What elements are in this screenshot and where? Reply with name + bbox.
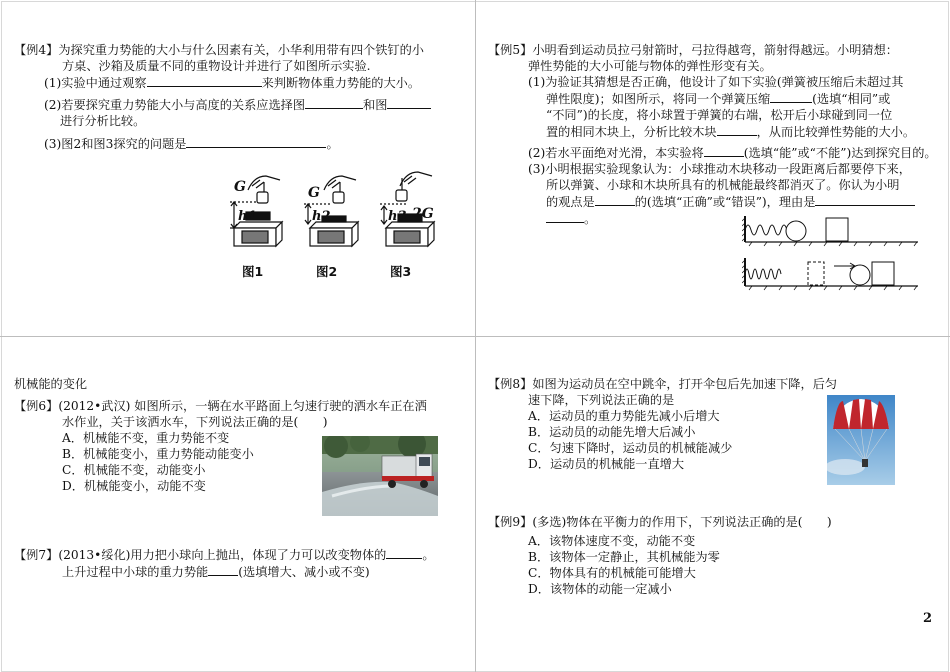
q4-part-1 [14,74,431,91]
fig2-caption: 图2 [316,264,338,279]
q5-line-1: 【例5】小明看到运动员拉弓射箭时，弓拉得越弯，箭射得越远。小明猜想： [488,43,898,57]
q5-part-1-line-3: “不同”)的长度，将小球置于弹簧的右端，松开后小球碰到同一位 [546,108,893,122]
q5-part-3-line-2: 所以弹簧、小球和木块所具有的机械能最终都消灭了。你认为小明 [546,178,900,192]
q4-answer-blank-1[interactable] [147,74,262,87]
q5-part-1-line-4 [488,123,937,140]
q9-option-b[interactable]: B．该物体一定静止，其机械能为零 [528,550,720,564]
q5-answer-blank-4[interactable] [595,193,635,206]
q4-part-1-text: (1)实验中通过观察 [44,76,147,90]
q4-answer-blank-4[interactable] [186,135,326,148]
q5-answer-blank-1[interactable] [770,90,812,103]
q5-part-3-mid: 的(选填“正确”或“错误”)，理由是 [634,195,816,209]
q4-part-2 [14,96,431,113]
parachute-photo [827,395,895,485]
q4-part-1-text-end: 来判断物体重力势能的大小。 [261,76,421,90]
q5-part-1-end: ，从而比较弹性势能的大小。 [756,125,916,139]
q8-line-1: 【例8】如图为运动员在空中跳伞，打开伞包后先加速下降，后匀 [488,377,838,391]
q7-answer-blank-2[interactable] [208,563,238,576]
q4-part-3 [14,135,431,152]
q4-part-3-text: (3)图2和图3探究的问题是 [44,137,187,151]
q4-answer-blank-2[interactable] [305,96,363,109]
q6-line-2: 水作业，关于该洒水车，下列说法正确的是( ) [62,415,328,429]
q5-part-3-text: 的观点是 [546,195,595,209]
q4-line-1: 【例4】为探究重力势能的大小与什么因素有关，小华利用带有四个铁钉的小 [14,43,424,57]
q6-option-c[interactable]: C．机械能不变，动能变小 [62,463,206,477]
q4-part-2-mid: 和图 [363,98,388,112]
q5-part-3-end: 。 [584,212,597,226]
q5-part-1-line-1: (1)为验证其猜想是否正确，他设计了如下实验(弹簧被压缩后未超过其 [528,75,904,89]
q5-part-1-option: (选填“相同”或 [812,92,891,106]
fig3-weight-label: 2G [412,206,434,222]
q8-option-b[interactable]: B．运动员的动能先增大后减小 [528,425,696,439]
q5-line-2: 弹性势能的大小可能与物体的弹性形变有关。 [528,59,772,73]
q5-answer-blank-5[interactable] [815,193,915,206]
fig1-height-label: h1 [238,209,257,224]
q6-line-1: 【例6】(2012•武汉) 如图所示，一辆在水平路面上匀速行驶的洒水车正在洒 [14,399,427,413]
q4-experiment-figure [220,168,450,286]
q5-part-1-text-2: 置的相同木块上，分析比较木块 [546,125,717,139]
q9-line-1: 【例9】(多选)物体在平衡力的作用下，下列说法正确的是( ) [488,515,832,529]
q4-part-2-text: (2)若要探究重力势能大小与高度的关系应选择图 [44,98,306,112]
q6-option-a[interactable]: A．机械能不变，重力势能不变 [62,431,230,445]
q5-spring-figure [742,212,922,294]
q4-part-3-end: 。 [326,137,339,151]
q9-option-d[interactable]: D．该物体的动能一定减小 [528,582,672,596]
section-title: 机械能的变化 [14,377,88,391]
q6-option-b[interactable]: B．机械能变小，重力势能动能变小 [62,447,254,461]
question-7 [14,546,435,580]
q5-part-2-end: (选填“能”或“不能”)达到探究目的。 [743,146,937,160]
q7-answer-blank-1[interactable] [386,546,422,559]
question-5 [488,42,937,227]
q8-option-d[interactable]: D．运动员的机械能一直增大 [528,457,685,471]
q5-part-3-line-1: (3)小明根据实验现象认为：小球推动木块移动一段距离后都要停下来， [528,162,911,176]
q7-line-2 [14,563,435,580]
q5-answer-blank-2[interactable] [717,123,757,136]
question-8 [488,376,837,472]
q4-line-2: 方桌、沙箱及质量不同的重物设计并进行了如图所示实验. [62,59,371,73]
q5-part-3-line-3 [488,193,937,210]
q5-part-1-line-2 [488,90,937,107]
q4-answer-blank-3[interactable] [387,96,431,109]
q7-line-2-text: 上升过程中小球的重力势能 [62,565,209,579]
q9-option-a[interactable]: A．该物体速度不变，动能不变 [528,534,696,548]
q5-answer-blank-6[interactable] [546,210,584,223]
q7-line-2-end: (选填增大、减小或不变) [238,565,370,579]
sprinkler-truck-photo [322,436,438,516]
fig1-weight-label: G [234,179,246,195]
q5-part-2-text: (2)若水平面绝对光滑，本实验将 [528,146,704,160]
fig3-caption: 图3 [390,264,412,279]
question-9 [488,514,832,597]
q7-line-1-end: 。 [422,548,435,562]
fig2-weight-label: G [308,185,320,201]
question-4 [14,42,431,152]
q7-line-1 [14,546,435,563]
q8-option-c[interactable]: C．匀速下降时，运动员的机械能减少 [528,441,733,455]
horizontal-divider [0,336,950,337]
fig2-height-label: h2 [312,209,331,224]
q4-part-2-cont: 进行分析比较。 [60,114,146,128]
q9-option-c[interactable]: C．物体具有的机械能可能增大 [528,566,696,580]
q8-line-2: 速下降，下列说法正确的是 [528,393,675,407]
q5-part-2 [488,144,937,161]
q7-line-1-text: 【例7】(2013•绥化)用力把小球向上抛出，体现了力可以改变物体的 [14,548,387,562]
fig1-caption: 图1 [242,264,264,279]
fig3-height-label: h3 [388,209,407,224]
q6-option-d[interactable]: D．机械能变小，动能不变 [62,479,206,493]
page-number: 2 [922,611,932,626]
q5-answer-blank-3[interactable] [704,144,744,157]
q8-option-a[interactable]: A．运动员的重力势能先减小后增大 [528,409,720,423]
q5-part-1-text: 弹性限度)；如图所示，将同一个弹簧压缩 [546,92,771,106]
